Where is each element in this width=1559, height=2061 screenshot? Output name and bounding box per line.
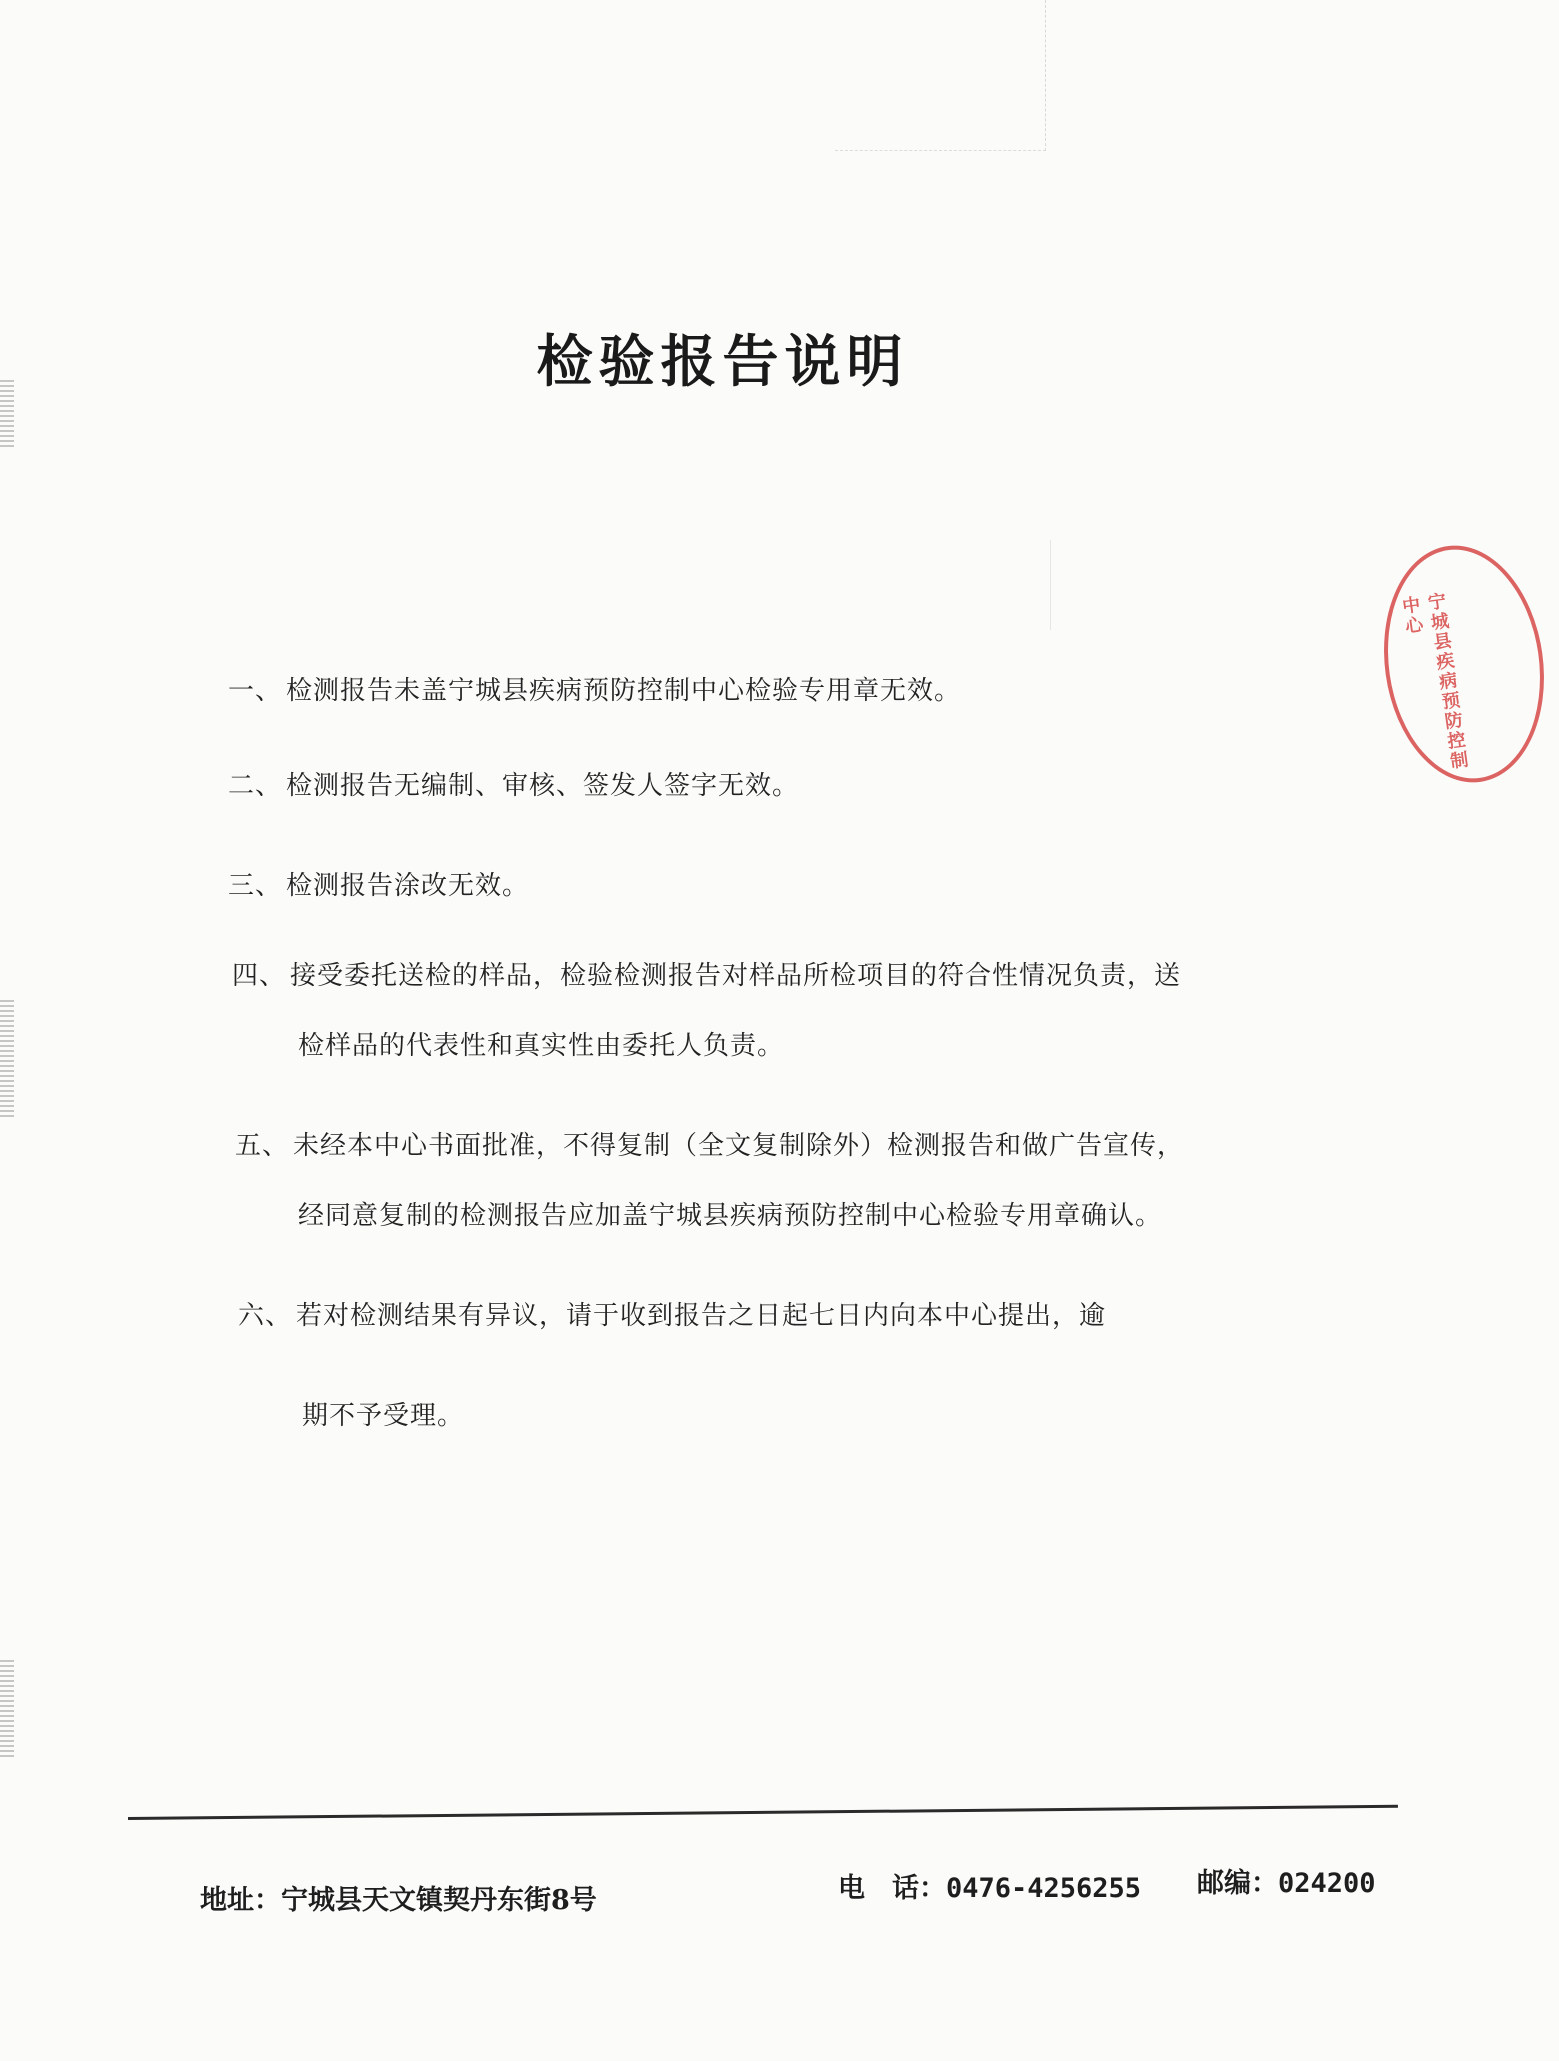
footer-phone [838, 1866, 1141, 1905]
scan-artifact [1050, 540, 1051, 630]
item-text: 未经本中心书面批准，不得复制（全文复制除外）检测报告和做广告宣传， [293, 1131, 1185, 1161]
phone-label: 电 话： [838, 1873, 946, 1904]
item-text: 若对检测结果有异议，请于收到报告之日起七日内向本中心提出，逾 [296, 1301, 1107, 1331]
footer-address [200, 1878, 597, 1917]
official-seal [1369, 535, 1559, 793]
phone-value: 0476-4256255 [946, 1873, 1142, 1904]
item-text: 检测报告无编制、审核、签发人签字无效。 [286, 771, 800, 801]
item-text: 接受委托送检的样品，检验检测报告对样品所检项目的符合性情况负责，送 [290, 961, 1182, 991]
item-number: 四、 [232, 961, 287, 991]
footer-divider [128, 1805, 1398, 1820]
scan-artifact [835, 0, 1046, 151]
address-value: 宁城县天文镇契丹东街8号 [281, 1885, 597, 1916]
notice-item-3 [228, 865, 529, 902]
seal-text: 宁城县疾病预防控制中心 [1398, 590, 1470, 773]
item-number: 五、 [235, 1131, 290, 1161]
item-number: 二、 [228, 771, 283, 801]
notice-item-4-continued: 检样品的代表性和真实性由委托人负责。 [298, 1031, 785, 1061]
scan-edge-mark [0, 1000, 14, 1120]
notice-item-4 [232, 955, 1181, 992]
item-number: 三、 [228, 871, 283, 901]
document-title: 检验报告说明 [536, 329, 909, 395]
item-number: 六、 [238, 1301, 293, 1331]
postcode-value: 024200 [1278, 1868, 1376, 1899]
item-text: 检测报告未盖宁城县疾病预防控制中心检验专用章无效。 [286, 676, 962, 706]
footer-postcode [1197, 1861, 1376, 1900]
notice-item-1 [228, 670, 961, 707]
notice-item-6-continued: 期不予受理。 [302, 1401, 465, 1431]
notice-item-6 [238, 1295, 1106, 1332]
item-text: 检测报告涂改无效。 [286, 871, 530, 901]
postcode-label: 邮编： [1197, 1868, 1278, 1899]
item-number: 一、 [228, 676, 283, 706]
address-label: 地址： [200, 1885, 281, 1916]
scan-edge-mark [0, 1660, 14, 1760]
notice-item-2 [228, 765, 799, 802]
notice-item-5 [235, 1125, 1184, 1162]
notice-item-5-continued: 经同意复制的检测报告应加盖宁城县疾病预防控制中心检验专用章确认。 [298, 1201, 1163, 1231]
